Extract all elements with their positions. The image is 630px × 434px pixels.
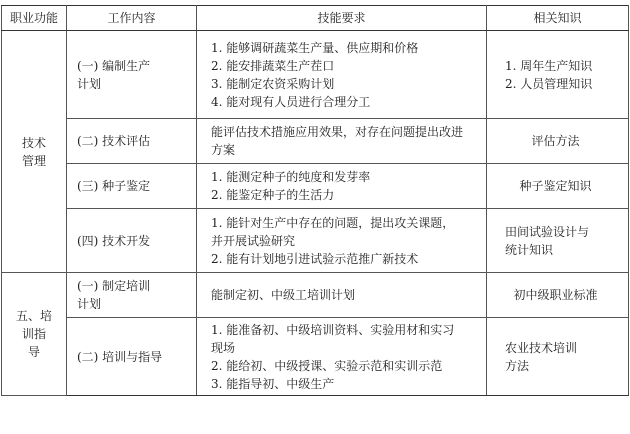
skill-requirements-cell [197,31,487,119]
related-knowledge-line: 1. 周年生产知识 [505,58,593,73]
function-label: 训指 [21,327,46,341]
table-row [2,119,629,164]
work-content-text: 计划 [77,76,102,91]
header-related-knowledge: 相关知识 [487,6,629,31]
skill-requirement-line: 能制定初、中级工培训计划 [211,288,356,302]
work-content-cell [67,273,197,318]
table-row [2,318,629,396]
related-knowledge-line: 田间试验设计与 [505,224,590,239]
related-knowledge-cell [487,164,629,209]
skill-requirement-line: 并开展试验研究 [211,233,296,248]
work-content-cell [67,318,197,396]
work-content-cell [67,209,197,273]
skill-requirement-line: 能评估技术措施应用效果，对存在问题提出改进 [211,125,464,139]
work-content-text: 计划 [77,297,102,311]
skill-requirement-line: 1. 能测定种子的纯度和发芽率 [211,170,371,184]
header-skill-requirements: 技能要求 [197,6,487,31]
skill-requirement-line: 方案 [211,143,236,157]
related-knowledge-cell [487,273,629,318]
related-knowledge-line: 农业技术培训 [505,340,578,355]
skill-requirement-line: 2. 能安排蔬菜生产茬口 [211,58,335,73]
skill-requirement-line: 2. 能鉴定种子的生活力 [211,188,335,202]
work-content-cell [67,31,197,119]
skills-standard-table [1,5,629,396]
related-knowledge-cell [487,31,629,119]
related-knowledge-cell [487,209,629,273]
function-cell [2,31,67,273]
skill-requirements-cell [197,119,487,164]
work-content-text: (一) 编制生产 [77,58,151,73]
work-content-cell [67,164,197,209]
function-label: 管理 [21,153,46,168]
function-label: 五、培 [15,309,52,323]
header-work-content: 工作内容 [67,6,197,31]
work-content-text: (二) 技术评估 [77,134,151,148]
skill-requirement-line: 1. 能准备初、中级培训资料、实验用材和实习 [211,322,455,337]
skill-requirement-line: 4. 能对现有人员进行合理分工 [211,94,371,109]
function-label: 导 [27,345,40,359]
table-header-row [2,6,629,31]
skill-requirement-line: 2. 能给初、中级授课、实验示范和实训示范 [211,358,443,373]
work-content-text: (一) 制定培训 [77,279,151,293]
skill-requirements-cell [197,273,487,318]
work-content-text: (二) 培训与指导 [77,349,163,364]
skill-requirement-line: 现场 [211,340,236,355]
table-row [2,164,629,209]
work-content-cell [67,119,197,164]
table-row [2,273,629,318]
table-row [2,209,629,273]
related-knowledge-line: 初中级职业标准 [513,288,598,302]
work-content-text: (三) 种子鉴定 [77,179,151,193]
related-knowledge-line: 统计知识 [505,242,554,257]
function-cell [2,273,67,396]
skill-requirement-line: 1. 能针对生产中存在的问题，提出攻关课题， [211,215,455,230]
related-knowledge-line: 方法 [505,358,530,373]
table-body [2,31,629,396]
related-knowledge-cell [487,318,629,396]
related-knowledge-line: 种子鉴定知识 [519,179,592,193]
function-label: 技术 [21,135,46,150]
related-knowledge-line: 2. 人员管理知识 [505,76,593,91]
skill-requirement-line: 1. 能够调研蔬菜生产量、供应期和价格 [211,40,419,55]
skill-requirement-line: 3. 能指导初、中级生产 [211,376,335,391]
header-function: 职业功能 [2,6,67,31]
work-content-text: (四) 技术开发 [77,233,151,248]
related-knowledge-cell [487,119,629,164]
skill-requirements-cell [197,209,487,273]
skill-requirement-line: 2. 能有计划地引进试验示范推广新技术 [211,251,419,266]
skill-requirement-line: 3. 能制定农资采购计划 [211,76,335,91]
related-knowledge-line: 评估方法 [531,134,580,148]
skill-requirements-cell [197,318,487,396]
table-row [2,31,629,119]
skill-requirements-cell [197,164,487,209]
